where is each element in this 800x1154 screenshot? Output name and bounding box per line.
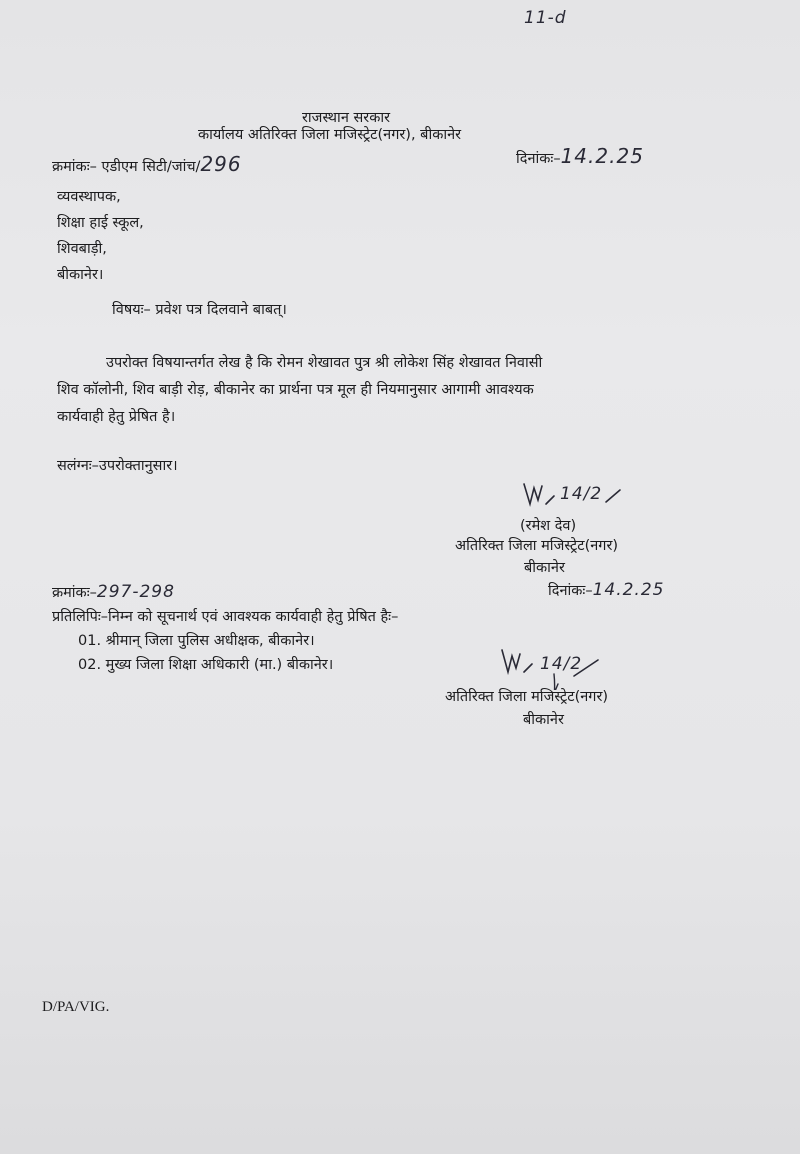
addressee-line: शिक्षा हाई स्कूल, (57, 215, 144, 231)
addressee-line: शिवबाड़ी, (57, 241, 107, 257)
signatory-designation: अतिरिक्त जिला मजिस्ट्रेट(नगर) (455, 538, 619, 554)
copy-list-item: 02. मुख्य जिला शिक्षा अधिकारी (मा.) बीकानेर। (78, 657, 334, 673)
addressee-line: व्यवस्थापक, (57, 189, 121, 205)
signature-2-place: बीकानेर (523, 712, 564, 728)
copy-handwritten-number: 297-298 (96, 582, 175, 602)
copy-list (78, 629, 333, 677)
copy-list-item: 01. श्रीमान् जिला पुलिस अधीक्षक, बीकानेर। (78, 633, 315, 649)
body-line: शिव कॉलोनी, शिव बाड़ी रोड़, बीकानेर का प्रार्थना पत्र मूल ही नियमानुसार आगामी आवश्यक (57, 382, 534, 398)
copy-handwritten-date: 14.2.25 (592, 580, 665, 600)
header-government: राजस्थान सरकार (302, 110, 391, 126)
footer-code: D/PA/VIG. (42, 999, 110, 1015)
enclosure-line: सलंग्नः–उपरोक्तानुसार। (57, 458, 178, 474)
copy-date-label: दिनांकः– (548, 583, 593, 599)
signatory-name: (रमेश देव) (520, 518, 577, 534)
reference-number (52, 152, 242, 176)
body-line: उपरोक्त विषयान्तर्गत लेख है कि रोमन शेखावत पुत्र श्री लोकेश सिंह शेखावत निवासी (106, 355, 543, 371)
reference-date (516, 144, 644, 168)
reference-label: क्रमांकः– एडीएम सिटी/जांच/ (52, 159, 201, 175)
signatory-place: बीकानेर (524, 560, 565, 576)
top-handwritten-note: 11-d (524, 8, 567, 28)
body-line: कार्यवाही हेतु प्रेषित है। (57, 409, 176, 425)
signature-1-initial-date: 14/2 (560, 484, 603, 504)
letter-body (57, 350, 542, 431)
addressee-block (57, 184, 144, 288)
subject-line: विषयः– प्रवेश पत्र दिलवाने बाबत्। (112, 302, 287, 318)
copy-date (548, 580, 664, 600)
signature-2-initial-date: 14/2 (540, 654, 583, 674)
copy-reference-number (52, 582, 175, 602)
copy-heading: प्रतिलिपिः–निम्न को सूचनार्थ एवं आवश्यक कार्यवाही हेतु प्रेषित हैः– (52, 609, 399, 625)
header-office: कार्यालय अतिरिक्त जिला मजिस्ट्रेट(नगर), बीकानेर (198, 127, 462, 143)
signature-2-designation: अतिरिक्त जिला मजिस्ट्रेट(नगर) (445, 689, 609, 705)
reference-handwritten-number: 296 (200, 152, 242, 176)
date-label: दिनांकः– (516, 151, 561, 167)
copy-reference-label: क्रमांकः– (52, 585, 97, 601)
handwritten-date: 14.2.25 (560, 144, 644, 168)
addressee-line: बीकानेर। (57, 267, 104, 283)
